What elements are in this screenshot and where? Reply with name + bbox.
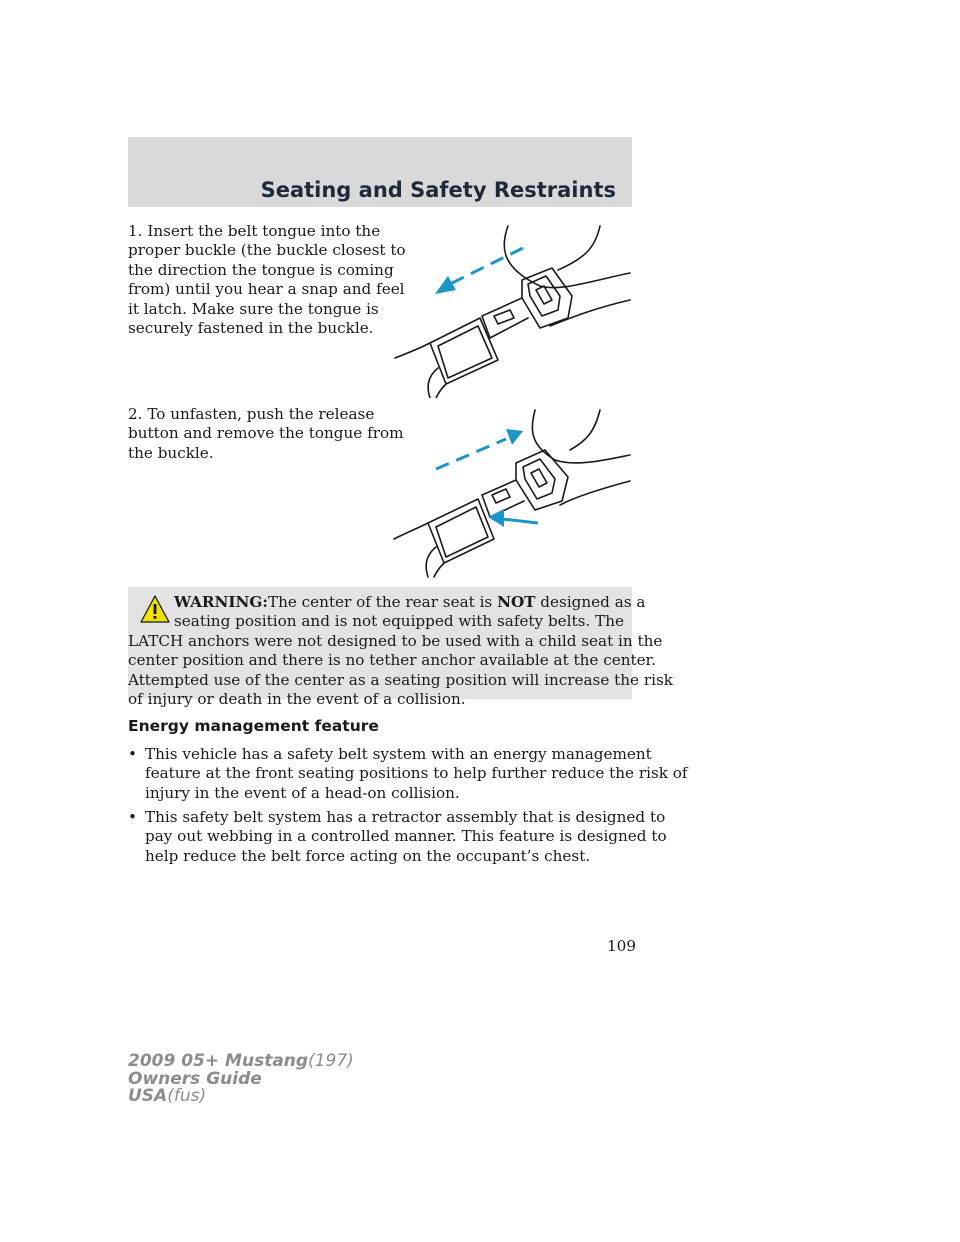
- buckle-insert-illustration: [390, 218, 640, 398]
- energy-management-heading: Energy management feature: [128, 717, 379, 735]
- document-footer: 2009 05+ Mustang(197) Owners Guide USA(fus): [128, 1051, 354, 1106]
- arrow-head-icon: [506, 429, 523, 445]
- section-title: Seating and Safety Restraints: [260, 178, 616, 202]
- page-number: 109: [607, 937, 636, 955]
- buckle-release-illustration: [390, 405, 640, 580]
- warning-emphasis: NOT: [497, 593, 536, 611]
- arrow-head-icon: [488, 509, 504, 527]
- arrow-head-icon: [435, 276, 456, 294]
- warning-box: WARNING:The center of the rear seat is NOT designed as a seating position and is not equipped with safety belts. The LATCH anchors were not designed to be used with a child seat in the center position and there is no tether anchor available at the center. Attempted use of the center as a seating position will increase the risk of injury or death in the event of a collision.: [128, 587, 632, 699]
- warning-triangle-icon: [140, 595, 170, 623]
- warning-label: WARNING:: [174, 593, 268, 611]
- section-header-band: [128, 137, 632, 207]
